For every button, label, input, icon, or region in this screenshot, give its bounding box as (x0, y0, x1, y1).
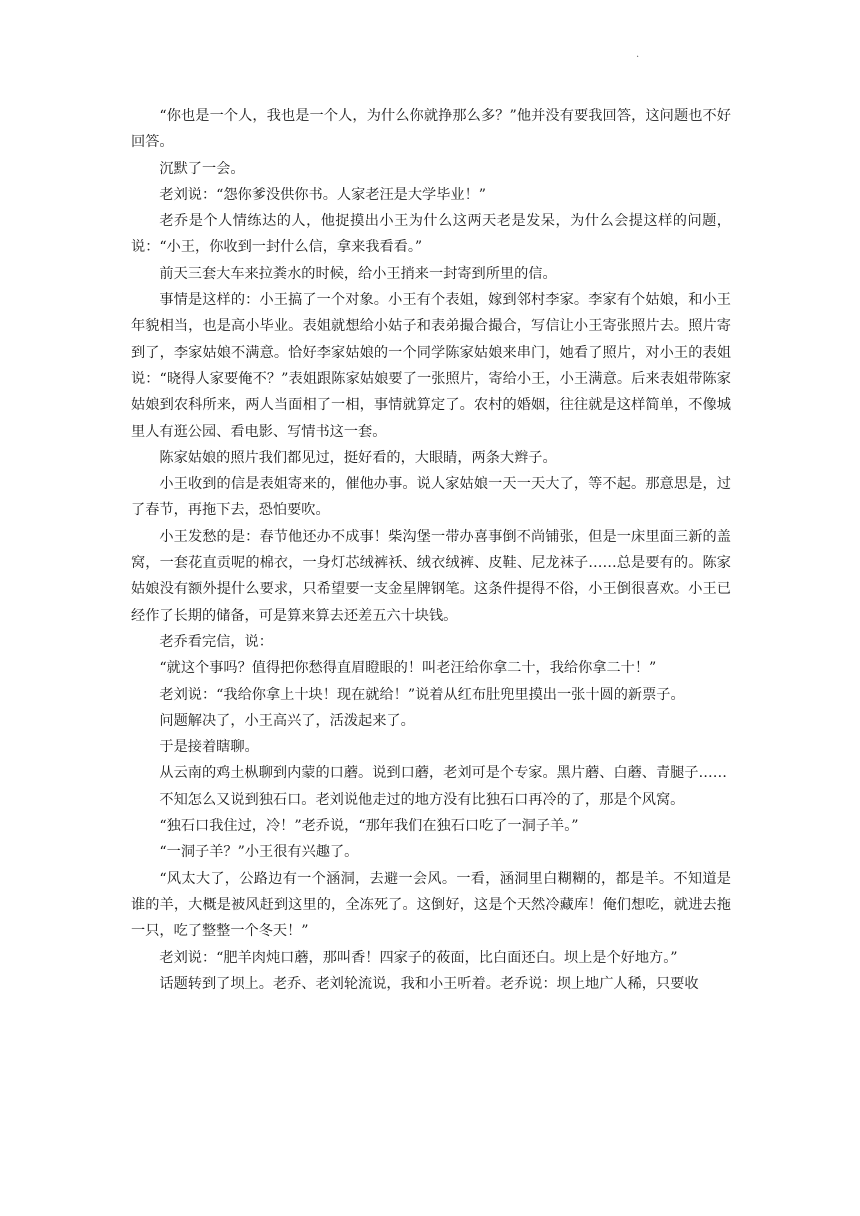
paragraph: 从云南的鸡土枞聊到内蒙的口蘑。说到口蘑，老刘可是个专家。黑片蘑、白蘑、青腿子…… (159, 765, 727, 782)
paragraph: “你也是一个人，我也是一个人，为什么你就挣那么多？”他并没有要我回答，这问题也不好回答。 (131, 108, 731, 151)
body-text (131, 103, 731, 997)
paragraph: 陈家姑娘的照片我们都见过，挺好看的，大眼睛，两条大辫子。 (159, 449, 557, 466)
paragraph: “风太大了，公路边有一个涵洞，去避一会风。一看，涵洞里白糊糊的，都是羊。不知道是谁的羊，大概是被风赶到这里的，全冻死了。这倒好，这是个天然冷藏库！俺们想吃，就进去拖一只，吃了整整一个冬天！” (131, 870, 731, 940)
paragraph: 于是接着瞎聊。 (159, 739, 259, 756)
paragraph: 老乔看完信，说： (159, 633, 273, 650)
paragraph: “一洞子羊？”小王很有兴趣了。 (159, 844, 359, 861)
paragraph: 问题解决了，小王高兴了，活泼起来了。 (159, 712, 415, 729)
paragraph: “独石口我住过，冷！”老乔说，“那年我们在独石口吃了一洞子羊。” (159, 818, 579, 835)
paragraph: 老刘说：“肥羊肉炖口蘑，那叫香！四家子的莜面，比白面还白。坝上是个好地方。” (159, 949, 678, 966)
paragraph: 老刘说：“怨你爹没供你书。人家老汪是大学毕业！” (159, 186, 487, 203)
paragraph: 前天三套大车来拉粪水的时候，给小王捎来一封寄到所里的信。 (159, 265, 557, 282)
paragraph: 话题转到了坝上。老乔、老刘轮流说，我和小王听着。老乔说：坝上地广人稀，只要收 (159, 975, 699, 992)
page-mark: . (636, 49, 640, 60)
paragraph: “就这个事吗？值得把你愁得直眉瞪眼的！叫老汪给你拿二十，我给你拿二十！” (159, 660, 657, 677)
paragraph: 老乔是个人情练达的人，他捉摸出小王为什么这两天老是发呆，为什么会提这样的问题，说：“小王，你收到一封什么信，拿来我看看。” (131, 213, 731, 256)
paragraph: 沉默了一会。 (159, 160, 245, 177)
paragraph: 不知怎么又说到独石口。老刘说他走过的地方没有比独石口再冷的了，那是个风窝。 (159, 791, 685, 808)
paragraph: 小王发愁的是：春节他还办不成事！柴沟堡一带办喜事倒不尚铺张，但是一床里面三新的盖窝，一套花直贡呢的棉衣，一身灯芯绒裤袄、绒衣绒裤、皮鞋、尼龙袜子……总是要有的。陈家姑娘没有额外提什么要求，只希望要一支金星牌钢笔。这条件提得不俗，小王倒很喜欢。小王已经作了长期的储备，可是算来算去还差五六十块钱。 (131, 528, 731, 624)
paragraph: 事情是这样的：小王搞了一个对象。小王有个表姐，嫁到邻村李家。李家有个姑娘，和小王年貌相当，也是高小毕业。表姐就想给小姑子和表弟撮合撮合，写信让小王寄张照片去。照片寄到了，李家姑娘不满意。恰好李家姑娘的一个同学陈家姑娘来串门，她看了照片，对小王的表姐说：“晓得人家要俺不？”表姐跟陈家姑娘要了一张照片，寄给小王，小王满意。后来表姐带陈家姑娘到农科所来，两人当面相了一相，事情就算定了。农村的婚姻，往往就是这样简单，不像城里人有逛公园、看电影、写情书这一套。 (131, 292, 731, 440)
paragraph: 小王收到的信是表姐寄来的，催他办事。说人家姑娘一天一天大了，等不起。那意思是，过了春节，再拖下去，恐怕要吹。 (131, 476, 731, 519)
paragraph: 老刘说：“我给你拿上十块！现在就给！”说着从红布肚兜里摸出一张十圆的新票子。 (159, 686, 685, 703)
